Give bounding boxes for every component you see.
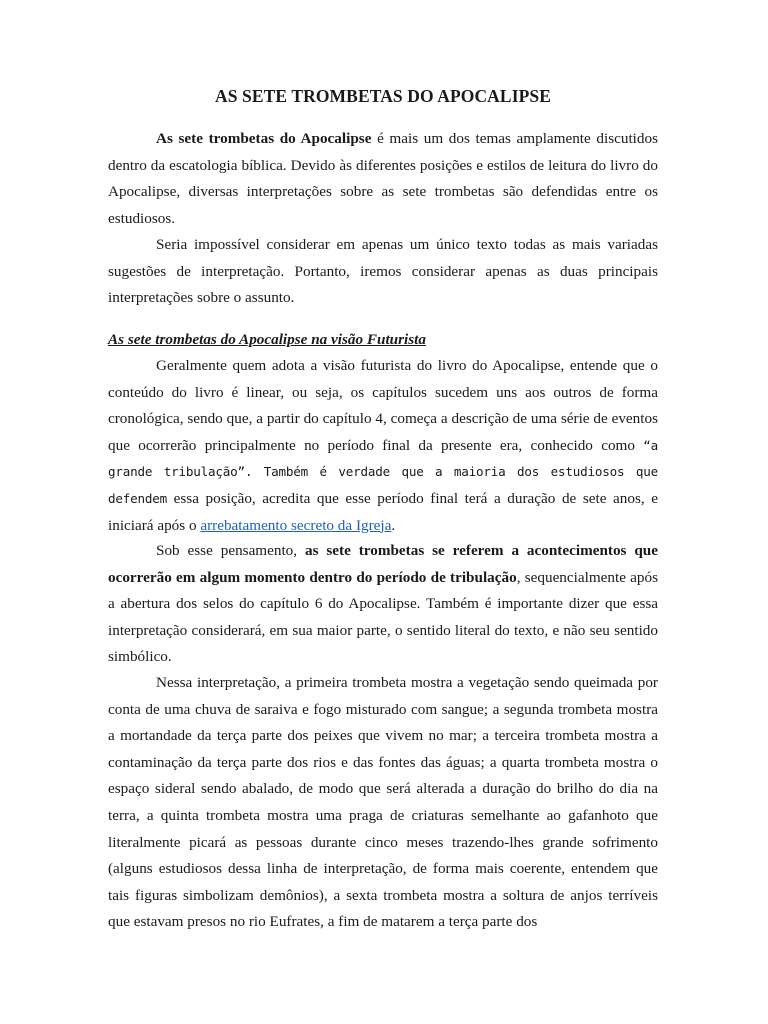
futurist-text-end: .	[391, 516, 396, 534]
paragraph-trumpets-meaning	[108, 538, 658, 671]
paragraph-futurist-view	[108, 353, 658, 539]
meaning-bold-text: as sete trombetas se referem a acontecimentos que ocorrerão em algum momento dentro do período de tribulação	[108, 542, 658, 586]
meaning-text-rest: , sequencialmente após a abertura dos selos do capítulo 6 do Apocalipse. Também é importante dizer que essa interpretação considerará, em sua maior parte, o sentido literal do texto, e não seu sentido simbólico.	[108, 568, 659, 666]
rapture-link[interactable]: arrebatamento secreto da Igreja	[200, 516, 392, 534]
intro-text: é mais um dos temas amplamente discutidos dentro da escatologia bíblica. Devido às diferentes posições e estilos de leitura do livro do Apocalipse, diversas interpretações sobre as sete trombetas são defendidas entre os estudiosos.	[108, 130, 658, 227]
document-title: AS SETE TROMBETAS DO APOCALIPSE	[214, 86, 551, 106]
intro-bold-phrase: As sete trombetas do Apocalipse	[156, 130, 372, 147]
meaning-text-start: Sob esse pensamento,	[156, 542, 305, 559]
paragraph-intro	[108, 126, 658, 232]
futurist-text-after: essa posição, acredita que esse período final terá a duração de sete anos, e iniciará após o	[108, 489, 658, 534]
section-heading-futurist: As sete trombetas do Apocalipse na visão Futurista	[108, 331, 426, 348]
paragraph-scope	[108, 232, 658, 312]
scope-text: Seria impossível considerar em apenas um único texto todas as mais variadas sugestões de interpretação. Portanto, iremos considerar apenas as duas principais interpretações sobre o assunto.	[108, 236, 658, 307]
description-text: Nessa interpretação, a primeira trombeta mostra a vegetação sendo queimada por conta de uma chuva de saraiva e fogo misturado com sangue; a segunda trombeta mostra a mortandade da terça parte dos peixes que vivem no mar; a terceira trombeta mostra a contaminação da terça parte dos rios e das fontes das águas; a quarta trombeta mostra o espaço sideral sendo abalado, de modo que será alterada a duração do brilho do dia na terra, a quinta trombeta mostra uma praga de criaturas semelhante ao gafanhoto que literalmente picará as pessoas durante cinco meses trazendo-lhes grande sofrimento (alguns estudiosos dessa linha de interpretação, de forma mais coerente, entendem que tais figuras simbolizam demônios), a sexta trombeta mostra a soltura de anjos terríveis que estavam presos no rio Eufrates, a fim de matarem a terça parte dos	[108, 674, 658, 931]
futurist-mono-text: “a grande tribulação”. Também é verdade que a maioria dos estudiosos que defendem	[108, 437, 658, 506]
paragraph-trumpets-description	[108, 670, 658, 936]
futurist-text-before: Geralmente quem adota a visão futurista do livro do Apocalipse, entende que o conteúdo do livro é linear, ou seja, os capítulos sucedem uns aos outros de forma cronológica, sendo que, a partir do capítulo 4, começa a descrição de uma série de eventos que ocorrerão principalmente no período final da presente era, conhecido como	[108, 357, 658, 454]
